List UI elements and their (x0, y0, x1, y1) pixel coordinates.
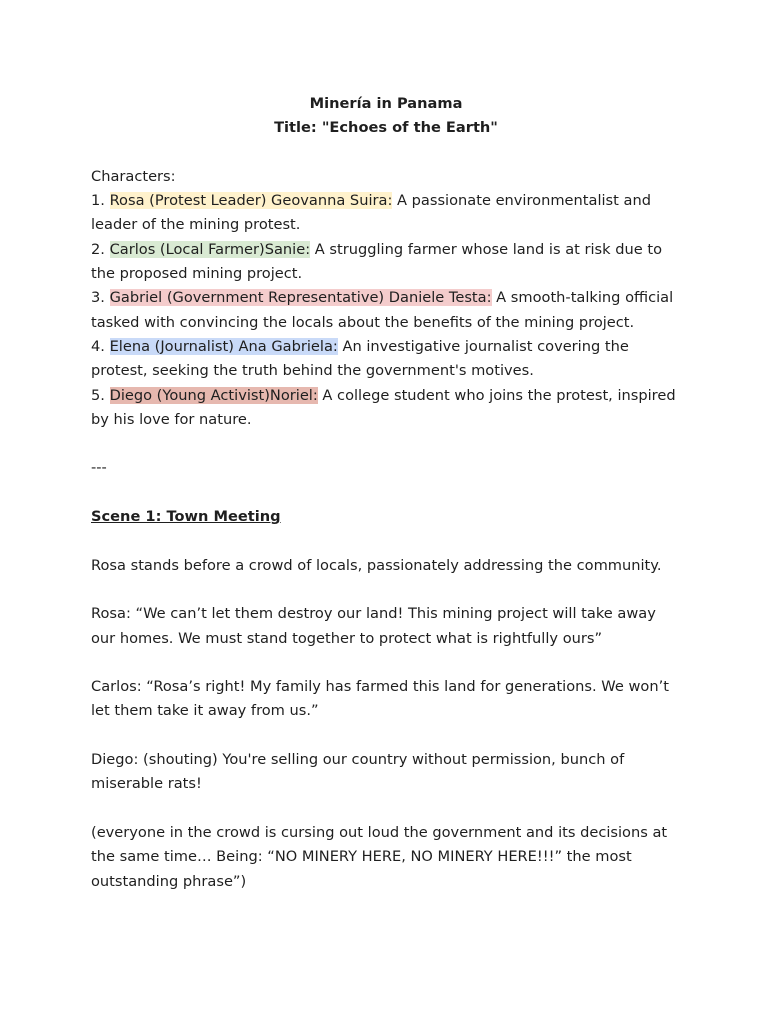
stage-direction: (everyone in the crowd is cursing out loud the government and its decisions at the same time… Being: “NO MINERY HERE, NO MINERY HERE!!!” the most outstanding phrase”) (91, 823, 668, 890)
dialogue-line: Rosa: “We can’t let them destroy our land! This mining project will take away our homes. We must stand together to protect what is rightfully ours” (91, 605, 656, 647)
character-name: Elena (Journalist) Ana Gabriela: (109, 337, 338, 355)
document-subtitle: Title: "Echoes of the Earth" (274, 119, 498, 137)
characters-section (91, 165, 681, 432)
scene-heading: Scene 1: Town Meeting (91, 508, 281, 526)
document-title: Minería in Panama (309, 95, 463, 112)
character-name: Diego (Young Activist)Noriel: (109, 386, 318, 404)
blank-line (91, 651, 681, 675)
scene-1-section (91, 505, 681, 894)
character-description: An investigative journalist covering the protest, seeking the truth behind the government's motives. (91, 337, 629, 380)
blank-line (91, 578, 681, 602)
dialogue-line: Diego: (shouting) You're selling our country without permission, bunch of miserable rats! (91, 751, 625, 793)
character-name: Gabriel (Government Representative) Daniele Testa: (109, 289, 492, 307)
blank-line (91, 481, 681, 505)
section-separator: --- (91, 459, 107, 477)
character-name: Rosa (Protest Leader) Geovanna Suira: (109, 192, 393, 210)
blank-line (91, 724, 681, 748)
character-item (91, 238, 681, 287)
character-description: A passionate environmentalist and leader of the mining protest. (91, 192, 651, 234)
dialogue-line: Carlos: “Rosa’s right! My family has farmed this land for generations. We won’t let them take it away from us.” (91, 678, 669, 720)
character-item (91, 286, 681, 335)
character-item (91, 384, 681, 433)
character-description: A smooth-talking official tasked with convincing the locals about the benefits of the mining project. (91, 289, 674, 331)
characters-heading: Characters: (91, 167, 176, 185)
character-description: A college student who joins the protest, inspired by his love for nature. (91, 386, 676, 428)
scene-paragraph: Rosa stands before a crowd of locals, passionately addressing the community. (91, 556, 662, 574)
character-number: 2. (91, 240, 105, 258)
document-page (91, 92, 681, 894)
character-number: 3. (91, 289, 105, 307)
blank-line (91, 432, 681, 456)
character-name: Carlos (Local Farmer)Sanie: (109, 240, 311, 258)
character-number: 1. (91, 192, 105, 210)
character-description: A struggling farmer whose land is at risk due to the proposed mining project. (91, 240, 663, 283)
character-number: 4. (91, 337, 105, 355)
character-number: 5. (91, 386, 105, 404)
blank-line (91, 529, 681, 553)
blank-line (91, 797, 681, 821)
character-item (91, 335, 681, 384)
blank-line (91, 141, 681, 165)
character-item (91, 189, 681, 238)
